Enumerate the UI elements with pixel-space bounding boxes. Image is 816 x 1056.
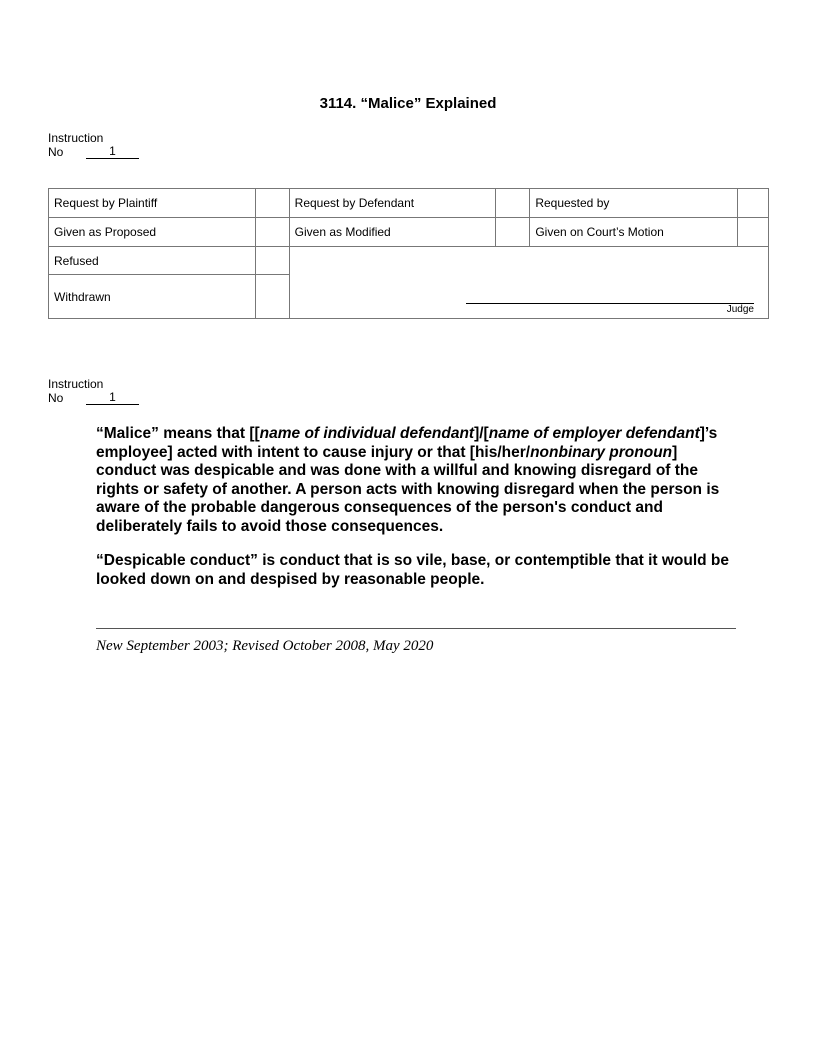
text-run: ] conduct was despicable and was done with a willful and knowing disregard of the rights or safety of another. A person acts with knowing disregard when the person is aware of the probable dangerous consequences of the person's conduct and deliberately fails to avoid those consequences. — [96, 443, 720, 535]
no-label: No — [48, 391, 64, 405]
text-run: ]’s employee] acted with intent to cause injury or that [his/her/ — [96, 425, 718, 461]
requested-by-label: Requested by — [530, 189, 738, 218]
instruction-number: 1 — [86, 391, 139, 405]
requested-by-checkbox[interactable] — [737, 189, 768, 218]
placeholder-nonbinary-pronoun: nonbinary pronoun — [530, 443, 673, 461]
request-table — [48, 188, 769, 319]
page-title: 3114. “Malice” Explained — [319, 95, 497, 112]
instruction-number-block-2 — [48, 377, 139, 405]
given-on-courts-motion-label: Given on Court’s Motion — [530, 218, 738, 247]
given-as-proposed-checkbox[interactable] — [255, 218, 289, 247]
given-as-modified-label: Given as Modified — [289, 218, 496, 247]
given-on-courts-motion-checkbox[interactable] — [737, 218, 768, 247]
instruction-label: Instruction — [48, 131, 104, 145]
instruction-number-block — [48, 131, 139, 159]
judge-signature-line[interactable] — [466, 303, 754, 304]
divider — [96, 628, 736, 629]
instruction-label: Instruction — [48, 377, 104, 391]
given-as-modified-checkbox[interactable] — [496, 218, 530, 247]
placeholder-individual-defendant: name of individual defendant — [259, 425, 475, 442]
request-by-plaintiff-label: Request by Plaintiff — [49, 189, 256, 218]
text-run: “Malice” means that [[ — [96, 425, 260, 442]
judge-label: Judge — [726, 304, 754, 315]
instruction-number: 1 — [86, 145, 139, 159]
despicable-conduct-paragraph: “Despicable conduct” is conduct that is so vile, base, or contemptible that it would be looked down on and despised by reasonable people. — [96, 552, 730, 588]
request-by-defendant-label: Request by Defendant — [289, 189, 496, 218]
instruction-body — [96, 425, 736, 605]
refused-label: Refused — [49, 247, 256, 275]
text-run: ]/[ — [474, 425, 489, 442]
given-as-proposed-label: Given as Proposed — [49, 218, 256, 247]
withdrawn-checkbox[interactable] — [255, 275, 289, 319]
withdrawn-label: Withdrawn — [49, 275, 256, 319]
revision-history: New September 2003; Revised October 2008, May 2020 — [96, 638, 434, 654]
malice-definition-paragraph — [96, 425, 736, 536]
placeholder-employer-defendant: name of employer defendant — [488, 425, 700, 442]
refused-checkbox[interactable] — [255, 247, 289, 275]
judge-signature-area — [289, 247, 768, 319]
request-by-defendant-checkbox[interactable] — [496, 189, 530, 218]
request-by-plaintiff-checkbox[interactable] — [255, 189, 289, 218]
no-label: No — [48, 145, 64, 159]
